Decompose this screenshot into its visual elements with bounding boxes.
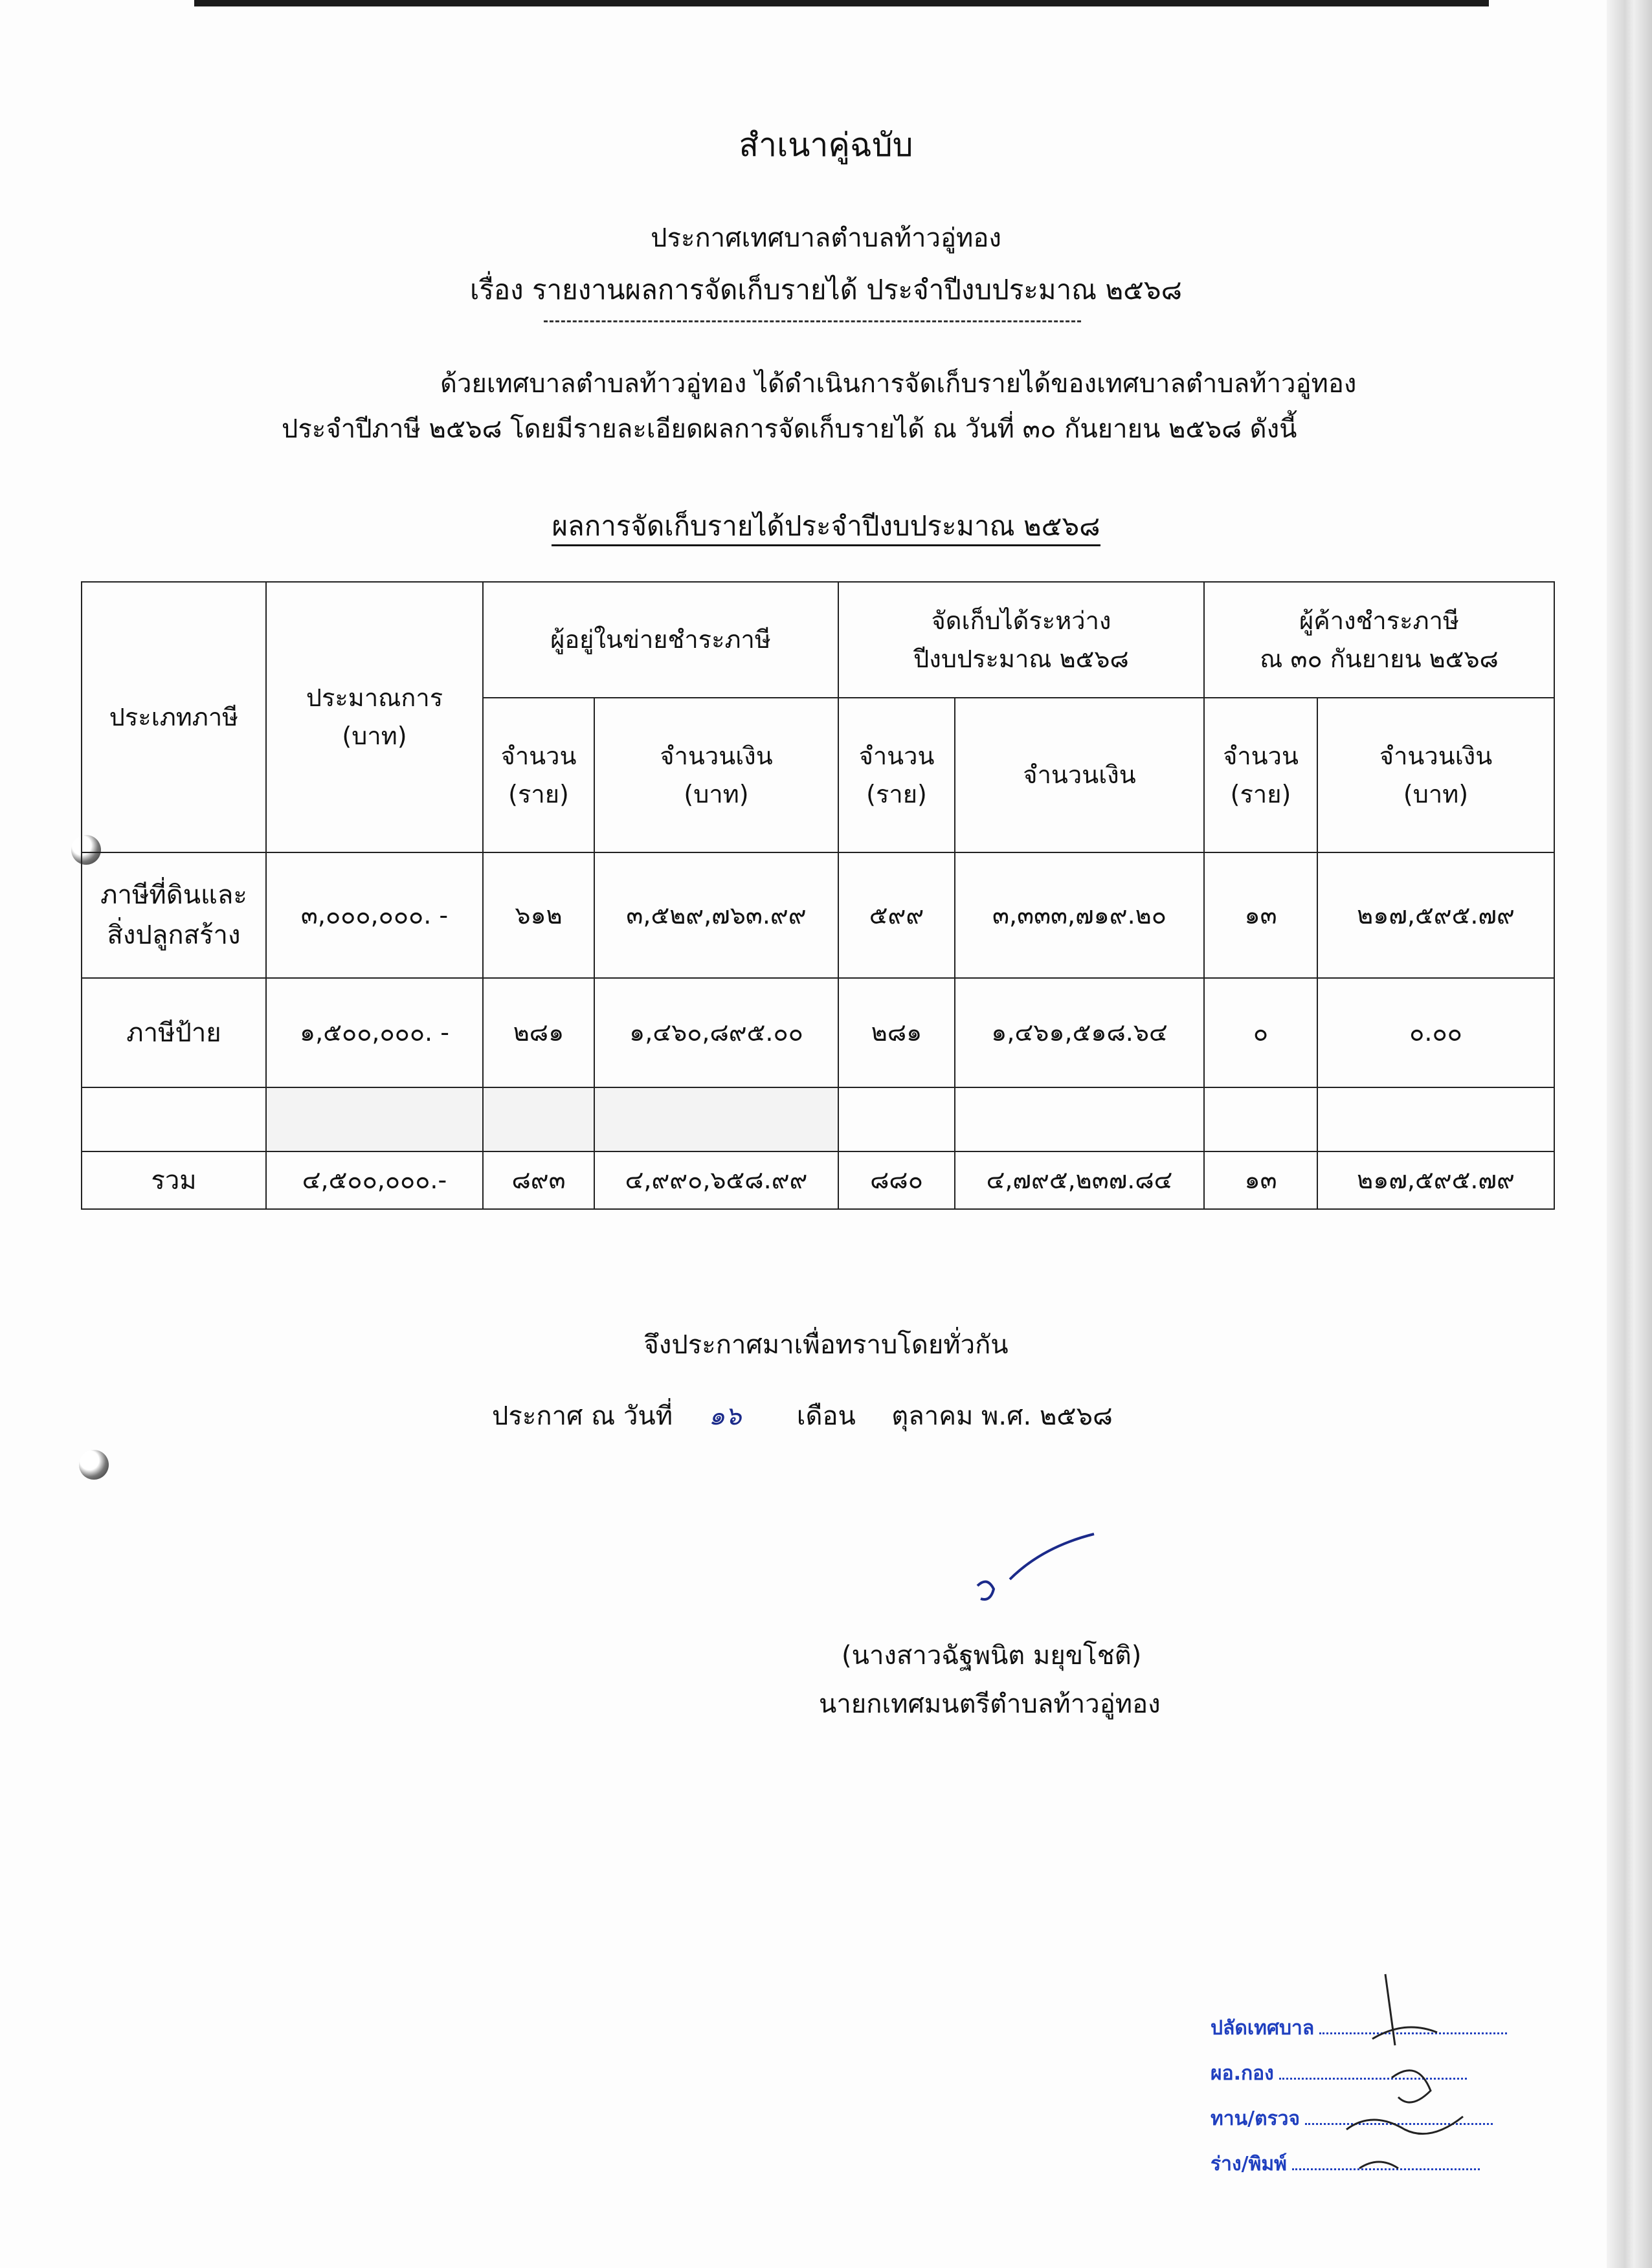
intro-line-2: ประจำปีภาษี ๒๕๖๘ โดยมีรายละเอียดผลการจัดเก็บรายได้ ณ วันที่ ๓๐ กันยายน ๒๕๖๘ ดังนี้ bbox=[282, 414, 1297, 444]
cell-collected-count: ๒๘๑ bbox=[838, 978, 955, 1087]
cell-empty bbox=[483, 1087, 594, 1151]
cell-payers-amount: ๓,๕๒๙,๗๖๓.๙๙ bbox=[594, 852, 838, 978]
cell-empty bbox=[1317, 1087, 1554, 1151]
cell-outstanding-count: ๐ bbox=[1204, 978, 1317, 1087]
cell-total-outstanding-amount: ๒๑๗,๕๙๕.๗๙ bbox=[1317, 1151, 1554, 1209]
cell-total-collected-amount: ๔,๗๙๕,๒๓๗.๘๔ bbox=[955, 1151, 1204, 1209]
cell-outstanding-amount: ๐.๐๐ bbox=[1317, 978, 1554, 1087]
cell-total-outstanding-count: ๑๓ bbox=[1204, 1151, 1317, 1209]
announcement-subject: เรื่อง รายงานผลการจัดเก็บรายได้ ประจำปีงบประมาณ ๒๕๖๘ bbox=[470, 274, 1182, 306]
table-row-empty bbox=[82, 1087, 1554, 1151]
header-group-collected: จัดเก็บได้ระหว่าง ปีงบประมาณ ๒๕๖๘ bbox=[838, 582, 1204, 698]
header-collected-count: จำนวน (ราย) bbox=[838, 698, 955, 852]
scan-edge-top bbox=[194, 0, 1489, 6]
header-outstanding-count: จำนวน (ราย) bbox=[1204, 698, 1317, 852]
cell-empty bbox=[266, 1087, 483, 1151]
announce-date-line bbox=[492, 1395, 1113, 1436]
header-estimate: ประมาณการ (บาท) bbox=[266, 582, 483, 852]
signer-name: (นางสาวฉัฐพนิต มยุขโชติ) bbox=[842, 1641, 1142, 1671]
stamp-initials bbox=[1334, 1961, 1528, 2175]
revenue-table bbox=[81, 581, 1555, 1210]
cell-total-estimate: ๔,๕๐๐,๐๐๐.- bbox=[266, 1151, 483, 1209]
cell-total-label: รวม bbox=[82, 1151, 266, 1209]
header-outstanding-amount: จำนวนเงิน (บาท) bbox=[1317, 698, 1554, 852]
cell-estimate: ๓,๐๐๐,๐๐๐. - bbox=[266, 852, 483, 978]
header-payers-amount: จำนวนเงิน (บาท) bbox=[594, 698, 838, 852]
announce-prefix: ประกาศ ณ วันที่ bbox=[492, 1401, 673, 1431]
announce-month-year: ตุลาคม พ.ศ. ๒๕๖๘ bbox=[891, 1401, 1113, 1431]
punch-hole-bottom bbox=[79, 1450, 109, 1480]
header-collected-amount: จำนวนเงิน bbox=[955, 698, 1204, 852]
cell-total-payers-amount: ๔,๙๙๐,๖๕๘.๙๙ bbox=[594, 1151, 838, 1209]
handwritten-signature bbox=[965, 1515, 1113, 1612]
announce-day-handwritten: ๑๖ bbox=[708, 1401, 742, 1431]
header-group-payers: ผู้อยู่ในข่ายชำระภาษี bbox=[483, 582, 838, 698]
cell-empty bbox=[838, 1087, 955, 1151]
stamp-line-1: ปลัดเทศบาล bbox=[1211, 2013, 1507, 2043]
cell-estimate: ๑,๕๐๐,๐๐๐. - bbox=[266, 978, 483, 1087]
cell-empty bbox=[594, 1087, 838, 1151]
cell-payers-amount: ๑,๔๖๐,๘๙๕.๐๐ bbox=[594, 978, 838, 1087]
announcement-title: ประกาศเทศบาลตำบลท้าวอู่ทอง bbox=[651, 223, 1001, 253]
header-payers-count: จำนวน (ราย) bbox=[483, 698, 594, 852]
table-row bbox=[82, 978, 1554, 1087]
cell-collected-amount: ๑,๔๖๑,๕๑๘.๖๔ bbox=[955, 978, 1204, 1087]
cell-outstanding-count: ๑๓ bbox=[1204, 852, 1317, 978]
table-header-row-1 bbox=[82, 582, 1554, 698]
cell-empty bbox=[82, 1087, 266, 1151]
table-total-row bbox=[82, 1151, 1554, 1209]
intro-line-1: ด้วยเทศบาลตำบลท้าวอู่ทอง ได้ดำเนินการจัดเก็บรายได้ของเทศบาลตำบลท้าวอู่ทอง bbox=[440, 369, 1357, 399]
announce-month-label: เดือน bbox=[796, 1401, 856, 1431]
copy-stamp-title: สำเนาคู่ฉบับ bbox=[739, 126, 913, 164]
cell-tax-type: ภาษีที่ดินและ สิ่งปลูกสร้าง bbox=[82, 852, 266, 978]
cell-collected-amount: ๓,๓๓๓,๗๑๙.๒๐ bbox=[955, 852, 1204, 978]
header-tax-type: ประเภทภาษี bbox=[82, 582, 266, 852]
dashed-divider bbox=[544, 320, 1081, 322]
stamp-line-2: ผอ.กอง bbox=[1211, 2058, 1467, 2089]
signer-position: นายกเทศมนตรีตำบลท้าวอู่ทอง bbox=[819, 1689, 1161, 1719]
cell-total-payers-count: ๘๙๓ bbox=[483, 1151, 594, 1209]
cell-collected-count: ๕๙๙ bbox=[838, 852, 955, 978]
table-row bbox=[82, 852, 1554, 978]
table-title: ผลการจัดเก็บรายได้ประจำปีงบประมาณ ๒๕๖๘ bbox=[0, 505, 1652, 548]
cell-empty bbox=[1204, 1087, 1317, 1151]
stamp-line-4: ร่าง/พิมพ์ bbox=[1211, 2149, 1480, 2179]
header-group-outstanding: ผู้ค้างชำระภาษี ณ ๓๐ กันยายน ๒๕๖๘ bbox=[1204, 582, 1554, 698]
cell-empty bbox=[955, 1087, 1204, 1151]
closing-line: จึงประกาศมาเพื่อทราบโดยทั่วกัน bbox=[643, 1330, 1009, 1360]
cell-tax-type: ภาษีป้าย bbox=[82, 978, 266, 1087]
cell-payers-count: ๒๘๑ bbox=[483, 978, 594, 1087]
cell-payers-count: ๖๑๒ bbox=[483, 852, 594, 978]
cell-outstanding-amount: ๒๑๗,๕๙๕.๗๙ bbox=[1317, 852, 1554, 978]
cell-total-collected-count: ๘๘๐ bbox=[838, 1151, 955, 1209]
stamp-line-3: ทาน/ตรวจ bbox=[1211, 2104, 1493, 2134]
scan-edge-right bbox=[1607, 0, 1652, 2268]
